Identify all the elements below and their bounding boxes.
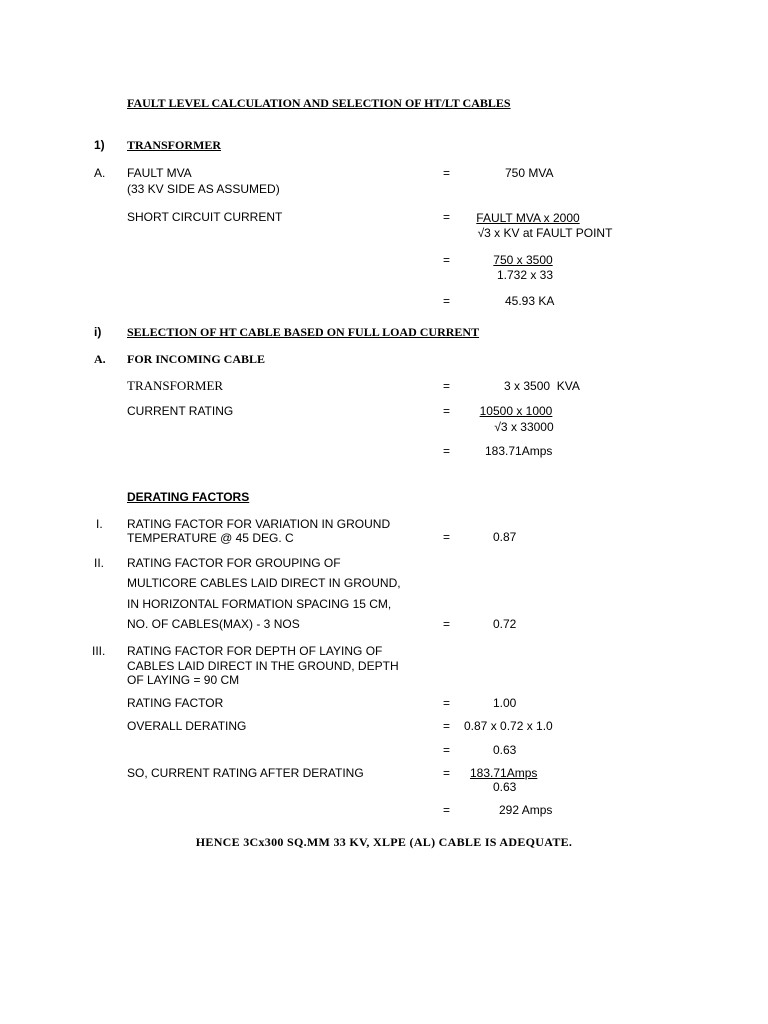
factor-3-line-3: OF LAYING = 90 CM xyxy=(127,673,240,687)
equals-sign: = xyxy=(443,743,451,757)
factor-1-line-1: RATING FACTOR FOR VARIATION IN GROUND xyxy=(127,517,391,531)
item-marker: A. xyxy=(94,352,106,366)
document-title: FAULT LEVEL CALCULATION AND SELECTION OF HT/LT CABLES xyxy=(127,96,511,110)
derating-heading: DERATING FACTORS xyxy=(127,490,250,504)
scc-calc-numerator: 750 x 3500 xyxy=(493,253,553,267)
overall-derating-result: 0.63 xyxy=(493,743,517,757)
current-rating-denominator: √3 x 33000 xyxy=(494,420,554,434)
fault-mva-note: (33 KV SIDE AS ASSUMED) xyxy=(127,182,280,196)
equals-sign: = xyxy=(443,253,451,267)
factor-2-line-3: IN HORIZONTAL FORMATION SPACING 15 CM, xyxy=(127,597,392,611)
derated-current-label: SO, CURRENT RATING AFTER DERATING xyxy=(127,766,364,780)
item-marker: A. xyxy=(94,166,106,180)
factor-2-line-4: NO. OF CABLES(MAX) - 3 NOS xyxy=(127,617,300,631)
factor-3-line-1: RATING FACTOR FOR DEPTH OF LAYING OF xyxy=(127,644,383,658)
equals-sign: = xyxy=(443,166,451,180)
rating-factor-label: RATING FACTOR xyxy=(127,696,224,710)
derated-current-numerator: 183.71Amps xyxy=(470,766,538,780)
current-rating-numerator: 10500 x 1000 xyxy=(479,404,553,418)
transformer-label: TRANSFORMER xyxy=(127,378,224,393)
equals-sign: = xyxy=(443,803,451,817)
equals-sign: = xyxy=(443,719,451,733)
item-marker: III. xyxy=(92,644,106,658)
overall-derating-formula: 0.87 x 0.72 x 1.0 xyxy=(464,719,553,733)
equals-sign: = xyxy=(443,210,451,224)
factor-2-line-1: RATING FACTOR FOR GROUPING OF xyxy=(127,556,341,570)
factor-1-line-2: TEMPERATURE @ 45 DEG. C xyxy=(127,531,294,545)
current-rating-result: 183.71Amps xyxy=(485,444,553,458)
factor-1-value: 0.87 xyxy=(493,530,517,544)
section-number: 1) xyxy=(94,138,105,152)
section-number: i) xyxy=(94,325,102,339)
current-rating-label: CURRENT RATING xyxy=(127,404,234,418)
conclusion: HENCE 3Cx300 SQ.MM 33 KV, XLPE (AL) CABLE IS ADEQUATE. xyxy=(195,835,573,849)
item-marker: II. xyxy=(94,556,105,570)
scc-label: SHORT CIRCUIT CURRENT xyxy=(127,210,283,224)
equals-sign: = xyxy=(443,617,451,631)
fault-mva-label: FAULT MVA xyxy=(127,166,192,180)
equals-sign: = xyxy=(443,444,451,458)
subsection-heading: FOR INCOMING CABLE xyxy=(127,352,266,366)
transformer-value: 3 x 3500 KVA xyxy=(504,379,580,393)
fault-mva-value: 750 MVA xyxy=(505,166,554,180)
derated-current-denominator: 0.63 xyxy=(493,780,517,794)
scc-calc-denominator: 1.732 x 33 xyxy=(496,268,554,282)
factor-2-line-2: MULTICORE CABLES LAID DIRECT IN GROUND, xyxy=(127,576,401,590)
equals-sign: = xyxy=(443,696,451,710)
equals-sign: = xyxy=(443,766,451,780)
section-heading: TRANSFORMER xyxy=(127,138,222,152)
item-marker: I. xyxy=(96,517,103,531)
equals-sign: = xyxy=(443,379,451,393)
section-heading: SELECTION OF HT CABLE BASED ON FULL LOAD CURRENT xyxy=(127,325,480,339)
factor-2-value: 0.72 xyxy=(493,617,517,631)
scc-result: 45.93 KA xyxy=(505,294,555,308)
equals-sign: = xyxy=(443,294,451,308)
scc-formula-numerator: FAULT MVA x 2000 xyxy=(476,211,580,225)
rating-factor-value: 1.00 xyxy=(493,696,517,710)
factor-3-line-2: CABLES LAID DIRECT IN THE GROUND, DEPTH xyxy=(127,659,399,673)
equals-sign: = xyxy=(443,530,451,544)
overall-derating-label: OVERALL DERATING xyxy=(127,719,247,733)
scc-formula-denominator: √3 x KV at FAULT POINT xyxy=(477,226,613,240)
equals-sign: = xyxy=(443,404,451,418)
derated-current-result: 292 Amps xyxy=(499,803,553,817)
